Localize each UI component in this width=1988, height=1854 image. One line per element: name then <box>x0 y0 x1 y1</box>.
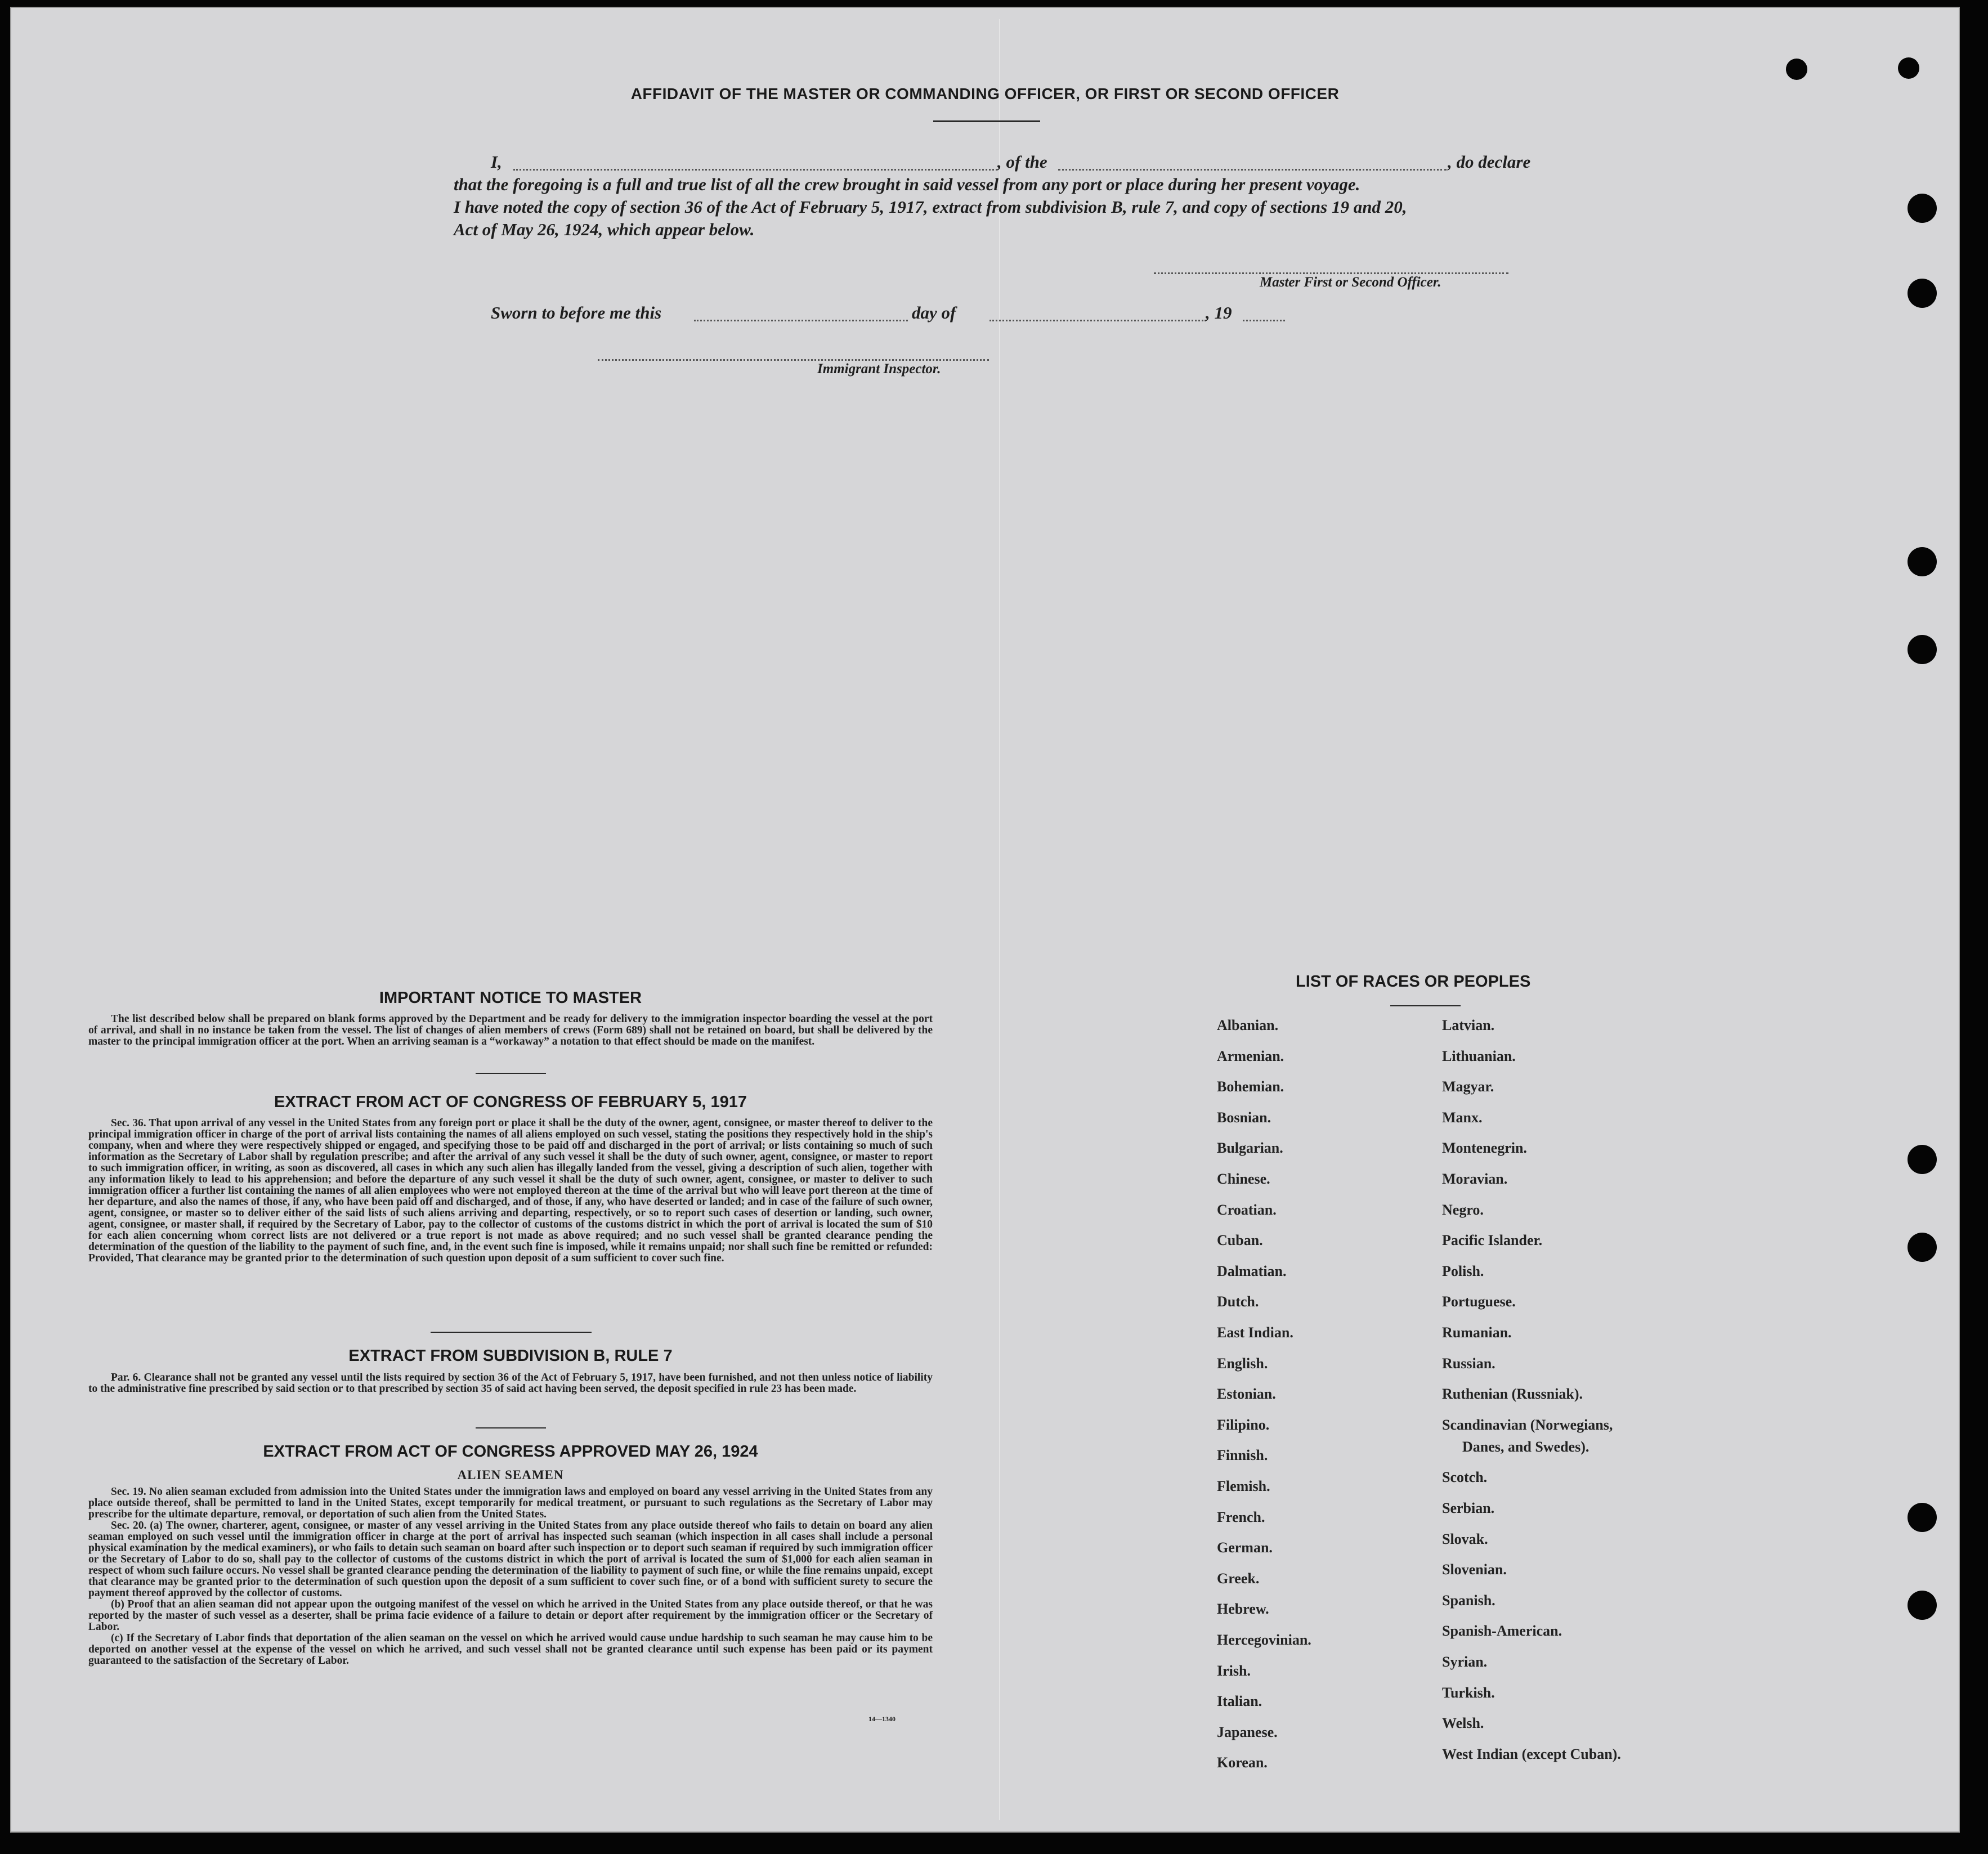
race-item: English. <box>1217 1355 1268 1372</box>
binder-hole <box>1908 1233 1937 1262</box>
sworn-year-blank[interactable] <box>1243 320 1285 321</box>
race-item: Korean. <box>1217 1754 1268 1771</box>
of-the-label: , of the <box>997 152 1047 172</box>
race-item: Portuguese. <box>1442 1293 1516 1310</box>
races-title: LIST OF RACES OR PEOPLES <box>1296 973 1531 991</box>
race-item: Polish. <box>1442 1262 1484 1279</box>
race-item: Moravian. <box>1442 1171 1508 1187</box>
extract-1917-title: EXTRACT FROM ACT OF CONGRESS OF FEBRUARY 5, 1917 <box>274 1093 747 1111</box>
notice-body <box>88 1014 933 1047</box>
race-item: Danes, and Swedes). <box>1462 1438 1589 1455</box>
race-item: Serbian. <box>1442 1500 1495 1516</box>
race-item: Scotch. <box>1442 1469 1488 1486</box>
race-item: German. <box>1217 1539 1273 1556</box>
race-item: Negro. <box>1442 1201 1484 1218</box>
race-item: Welsh. <box>1442 1715 1484 1732</box>
binder-hole <box>1908 279 1937 308</box>
race-item: Montenegrin. <box>1442 1140 1527 1157</box>
race-item: East Indian. <box>1217 1324 1293 1341</box>
race-item: Hercegovinian. <box>1217 1632 1311 1648</box>
sworn-label: Sworn to before me this <box>491 303 662 323</box>
race-item: Magyar. <box>1442 1078 1494 1095</box>
race-item: Turkish. <box>1442 1684 1495 1701</box>
year-label: , 19 <box>1206 303 1232 323</box>
race-item: Flemish. <box>1217 1478 1270 1494</box>
race-item: Bosnian. <box>1217 1109 1271 1126</box>
race-item: Lithuanian. <box>1442 1047 1516 1064</box>
section-divider <box>431 1332 592 1333</box>
sec-19-paragraph: Sec. 19. No alien seaman excluded from admission into the United States under the immigration laws and employed on board any vessel arriving in the United States from any place outside thereof, shall be permitted to land in the United States, except temporarily for medical treatment, or pursuant to such regulations as the Secretary of Labor may prescribe for the ultimate departure, removal, or deportation of such alien from the United States. <box>88 1486 933 1520</box>
rule-7-title: EXTRACT FROM SUBDIVISION B, RULE 7 <box>348 1347 673 1365</box>
rule-7-body <box>88 1372 933 1395</box>
race-item: Cuban. <box>1217 1232 1263 1249</box>
document-page <box>10 7 1960 1833</box>
notice-paragraph: The list described below shall be prepared on blank forms approved by the Department and be ready for delivery to the immigration inspector boarding the vessel at the port of arrival, and shall in no instance be taken from the vessel. The list of changes of alien members of crews (Form 689) shall not be retained on board, but shall be delivered by the master to the principal immigration officer at the port. When an arriving seaman is a “workaway” a notation to that effect should be made on the manifest. <box>88 1013 933 1047</box>
extract-1924-body <box>88 1486 933 1667</box>
race-item: Dalmatian. <box>1217 1262 1287 1279</box>
binder-hole <box>1908 635 1937 664</box>
race-item: Manx. <box>1442 1109 1483 1126</box>
race-item: Armenian. <box>1217 1047 1284 1064</box>
race-item: Estonian. <box>1217 1386 1276 1403</box>
race-item: Latvian. <box>1442 1017 1495 1033</box>
race-item: Syrian. <box>1442 1654 1488 1670</box>
race-item: Slovak. <box>1442 1530 1488 1547</box>
extract-1924-title: EXTRACT FROM ACT OF CONGRESS APPROVED MAY 26, 1924 <box>263 1443 758 1461</box>
race-item: Albanian. <box>1217 1017 1279 1033</box>
binder-hole <box>1908 1145 1937 1174</box>
races-divider <box>1390 1005 1461 1006</box>
binder-hole <box>1908 1591 1937 1620</box>
race-item: Rumanian. <box>1442 1324 1512 1341</box>
par-6-paragraph: Par. 6. Clearance shall not be granted any vessel until the lists required by section 36 of the Act of February 5, 1917, have been furnished, and not then unless notice of liability to the administrative fine prescribed by said section or to that prescribed by section 35 of said act having been served, the deposit specified in rule 23 has been made. <box>88 1372 933 1395</box>
extract-1917-body <box>88 1118 933 1264</box>
binder-hole <box>1908 194 1937 223</box>
sworn-month-blank[interactable] <box>989 320 1206 321</box>
affidavit-line-4: Act of May 26, 1924, which appear below. <box>454 220 755 239</box>
sec-36-paragraph: Sec. 36. That upon arrival of any vessel in the United States from any foreign port or place it shall be the duty of the owner, agent, consignee, or master thereof to deliver to the principal immigration officer in charge of the port of arrival lists containing the names of all aliens employed on such vessel, stating the positions they respectively hold in the ship's company, when and where they were respectively shipped or engaged, and specifying those to be paid off and discharged in the port of arrival; or lists containing so much of such information as the Secretary of Labor shall by regulation prescribe; and after the arrival of any such vessel it shall be the duty of such owner, agent, consignee, or master to report to such immigration officer, in writing, as soon as discovered, all cases in which any such alien has illegally landed from the vessel, giving a description of such alien, together with any information likely to lead to his apprehension; and before the departure of any such vessel it shall be the duty of such owner, agent, consignee, or master to deliver to such immigration officer a further list containing the names of all alien employees who were not employed thereon at the time of the arrival but who will leave port thereon at the time of her departure, and also the names of those, if any, who have been paid off and discharged, and of those, if any, who have deserted or landed; and in case of the failure of such owner, agent, consignee, or master so to deliver either of the said lists of such aliens arriving and departing, respectively, or so to report such cases of desertion or landing, such owner, agent, consignee, or master shall, if required by the Secretary of Labor, pay to the collector of customs of the customs district in which the port of arrival is located the sum of $10 for each alien concerning whom correct lists are not delivered or a true report is not made as above required; and no such vessel shall be granted clearance pending the determination of the question of the liability to the payment of such fine, and, in the event such fine is imposed, while it remains unpaid; nor shall such fine be remitted or refunded: Provided, That clearance may be granted prior to the determination of such question upon deposit of a sum sufficient to cover such fine. <box>88 1117 933 1264</box>
sec-20a-paragraph: Sec. 20. (a) The owner, charterer, agent, consignee, or master of any vessel arriving in the United States from any place outside thereof who fails to detain on board any alien seaman employed on such vessel until the immigration officer in charge at the port of arrival has inspected such seaman (which inspection in all cases shall include a personal physical examination by the medical examiners), or who fails to detain such seaman on board after such inspection or to deport such seaman if required by such immigration officer or the Secretary of Labor to do so, shall pay to the collector of customs of the customs district in which the port of arrival is located the sum of $1,000 for each alien seaman in respect of whom such failure occurs. No vessel shall be granted clearance pending the determination of the liability to payment of such fine, or while the fine remains unpaid, except that clearance may be granted prior to the determination of such question upon the deposit of a sum sufficient to cover such fine, or of a bond with sufficient surety to secure the payment thereof approved by the collector of customs. <box>88 1520 933 1599</box>
race-item: Pacific Islander. <box>1442 1232 1543 1249</box>
race-item: Bohemian. <box>1217 1078 1284 1095</box>
race-item: Spanish. <box>1442 1592 1496 1609</box>
notice-title: IMPORTANT NOTICE TO MASTER <box>379 989 642 1007</box>
race-item: Dutch. <box>1217 1293 1259 1310</box>
form-number: 14—1340 <box>868 1715 896 1723</box>
race-item: Chinese. <box>1217 1171 1270 1187</box>
sec-20b-paragraph: (b) Proof that an alien seaman did not appear upon the outgoing manifest of the vessel on which he arrived in the United States from any place outside thereof, or that he was reported by the master of such vessel as a deserter, shall be prima facie evidence of a failure to detain or deport after requirement by the immigration officer or the Secretary of Labor. <box>88 1598 933 1633</box>
day-of-label: day of <box>912 303 956 323</box>
race-item: Irish. <box>1217 1662 1251 1679</box>
race-item: Hebrew. <box>1217 1601 1269 1618</box>
vessel-blank[interactable] <box>1058 169 1447 171</box>
affidavit-title: AFFIDAVIT OF THE MASTER OR COMMANDING OFFICER, OR FIRST OR SECOND OFFICER <box>630 85 1340 102</box>
binder-hole <box>1908 1503 1937 1532</box>
race-item: Croatian. <box>1217 1201 1277 1218</box>
race-item: French. <box>1217 1508 1265 1525</box>
i-label: I, <box>491 152 502 172</box>
do-declare-label: , do declare <box>1448 152 1531 172</box>
title-divider <box>933 120 1040 122</box>
race-item: Scandinavian (Norwegians, <box>1442 1416 1613 1433</box>
sworn-day-blank[interactable] <box>694 320 908 321</box>
race-item: Ruthenian (Russniak). <box>1442 1386 1583 1403</box>
race-item: Italian. <box>1217 1693 1262 1710</box>
race-item: Filipino. <box>1217 1416 1270 1433</box>
inspector-signature-line[interactable] <box>598 359 989 361</box>
binder-hole <box>1786 59 1807 80</box>
binder-hole <box>1908 547 1937 576</box>
master-signature-line[interactable] <box>1154 272 1508 274</box>
affidavit-line-2: that the foregoing is a full and true list of all the crew brought in said vessel from any port or place during her present voyage. <box>454 174 1360 194</box>
fold-line <box>999 19 1000 1820</box>
affidavit-line-3: I have noted the copy of section 36 of the Act of February 5, 1917, extract from subdivision B, rule 7, and copy of sections 19 and 20, <box>454 197 1407 217</box>
race-item: Russian. <box>1442 1355 1496 1372</box>
binder-hole <box>1898 57 1919 79</box>
race-item: Finnish. <box>1217 1447 1268 1464</box>
section-divider <box>476 1427 546 1428</box>
master-signature-caption: Master First or Second Officer. <box>1260 275 1441 290</box>
race-item: Greek. <box>1217 1570 1260 1587</box>
race-item: Bulgarian. <box>1217 1140 1283 1157</box>
race-item: Spanish-American. <box>1442 1623 1562 1640</box>
name-blank[interactable] <box>513 169 997 171</box>
section-divider <box>476 1073 546 1074</box>
sec-20c-paragraph: (c) If the Secretary of Labor finds that deportation of the alien seaman on the vessel on which he arrived would cause undue hardship to such seaman he may cause him to be deported on another vessel at the expense of the vessel on which he arrived, and such vessel shall not be granted clearance until such expense has been paid or its payment guaranteed to the satisfaction of the Secretary of Labor. <box>88 1632 933 1667</box>
alien-seamen-subtitle: ALIEN SEAMEN <box>457 1468 564 1482</box>
race-item: Slovenian. <box>1442 1561 1507 1578</box>
inspector-caption: Immigrant Inspector. <box>817 361 941 377</box>
race-item: Japanese. <box>1217 1723 1278 1740</box>
race-item: West Indian (except Cuban). <box>1442 1745 1621 1762</box>
